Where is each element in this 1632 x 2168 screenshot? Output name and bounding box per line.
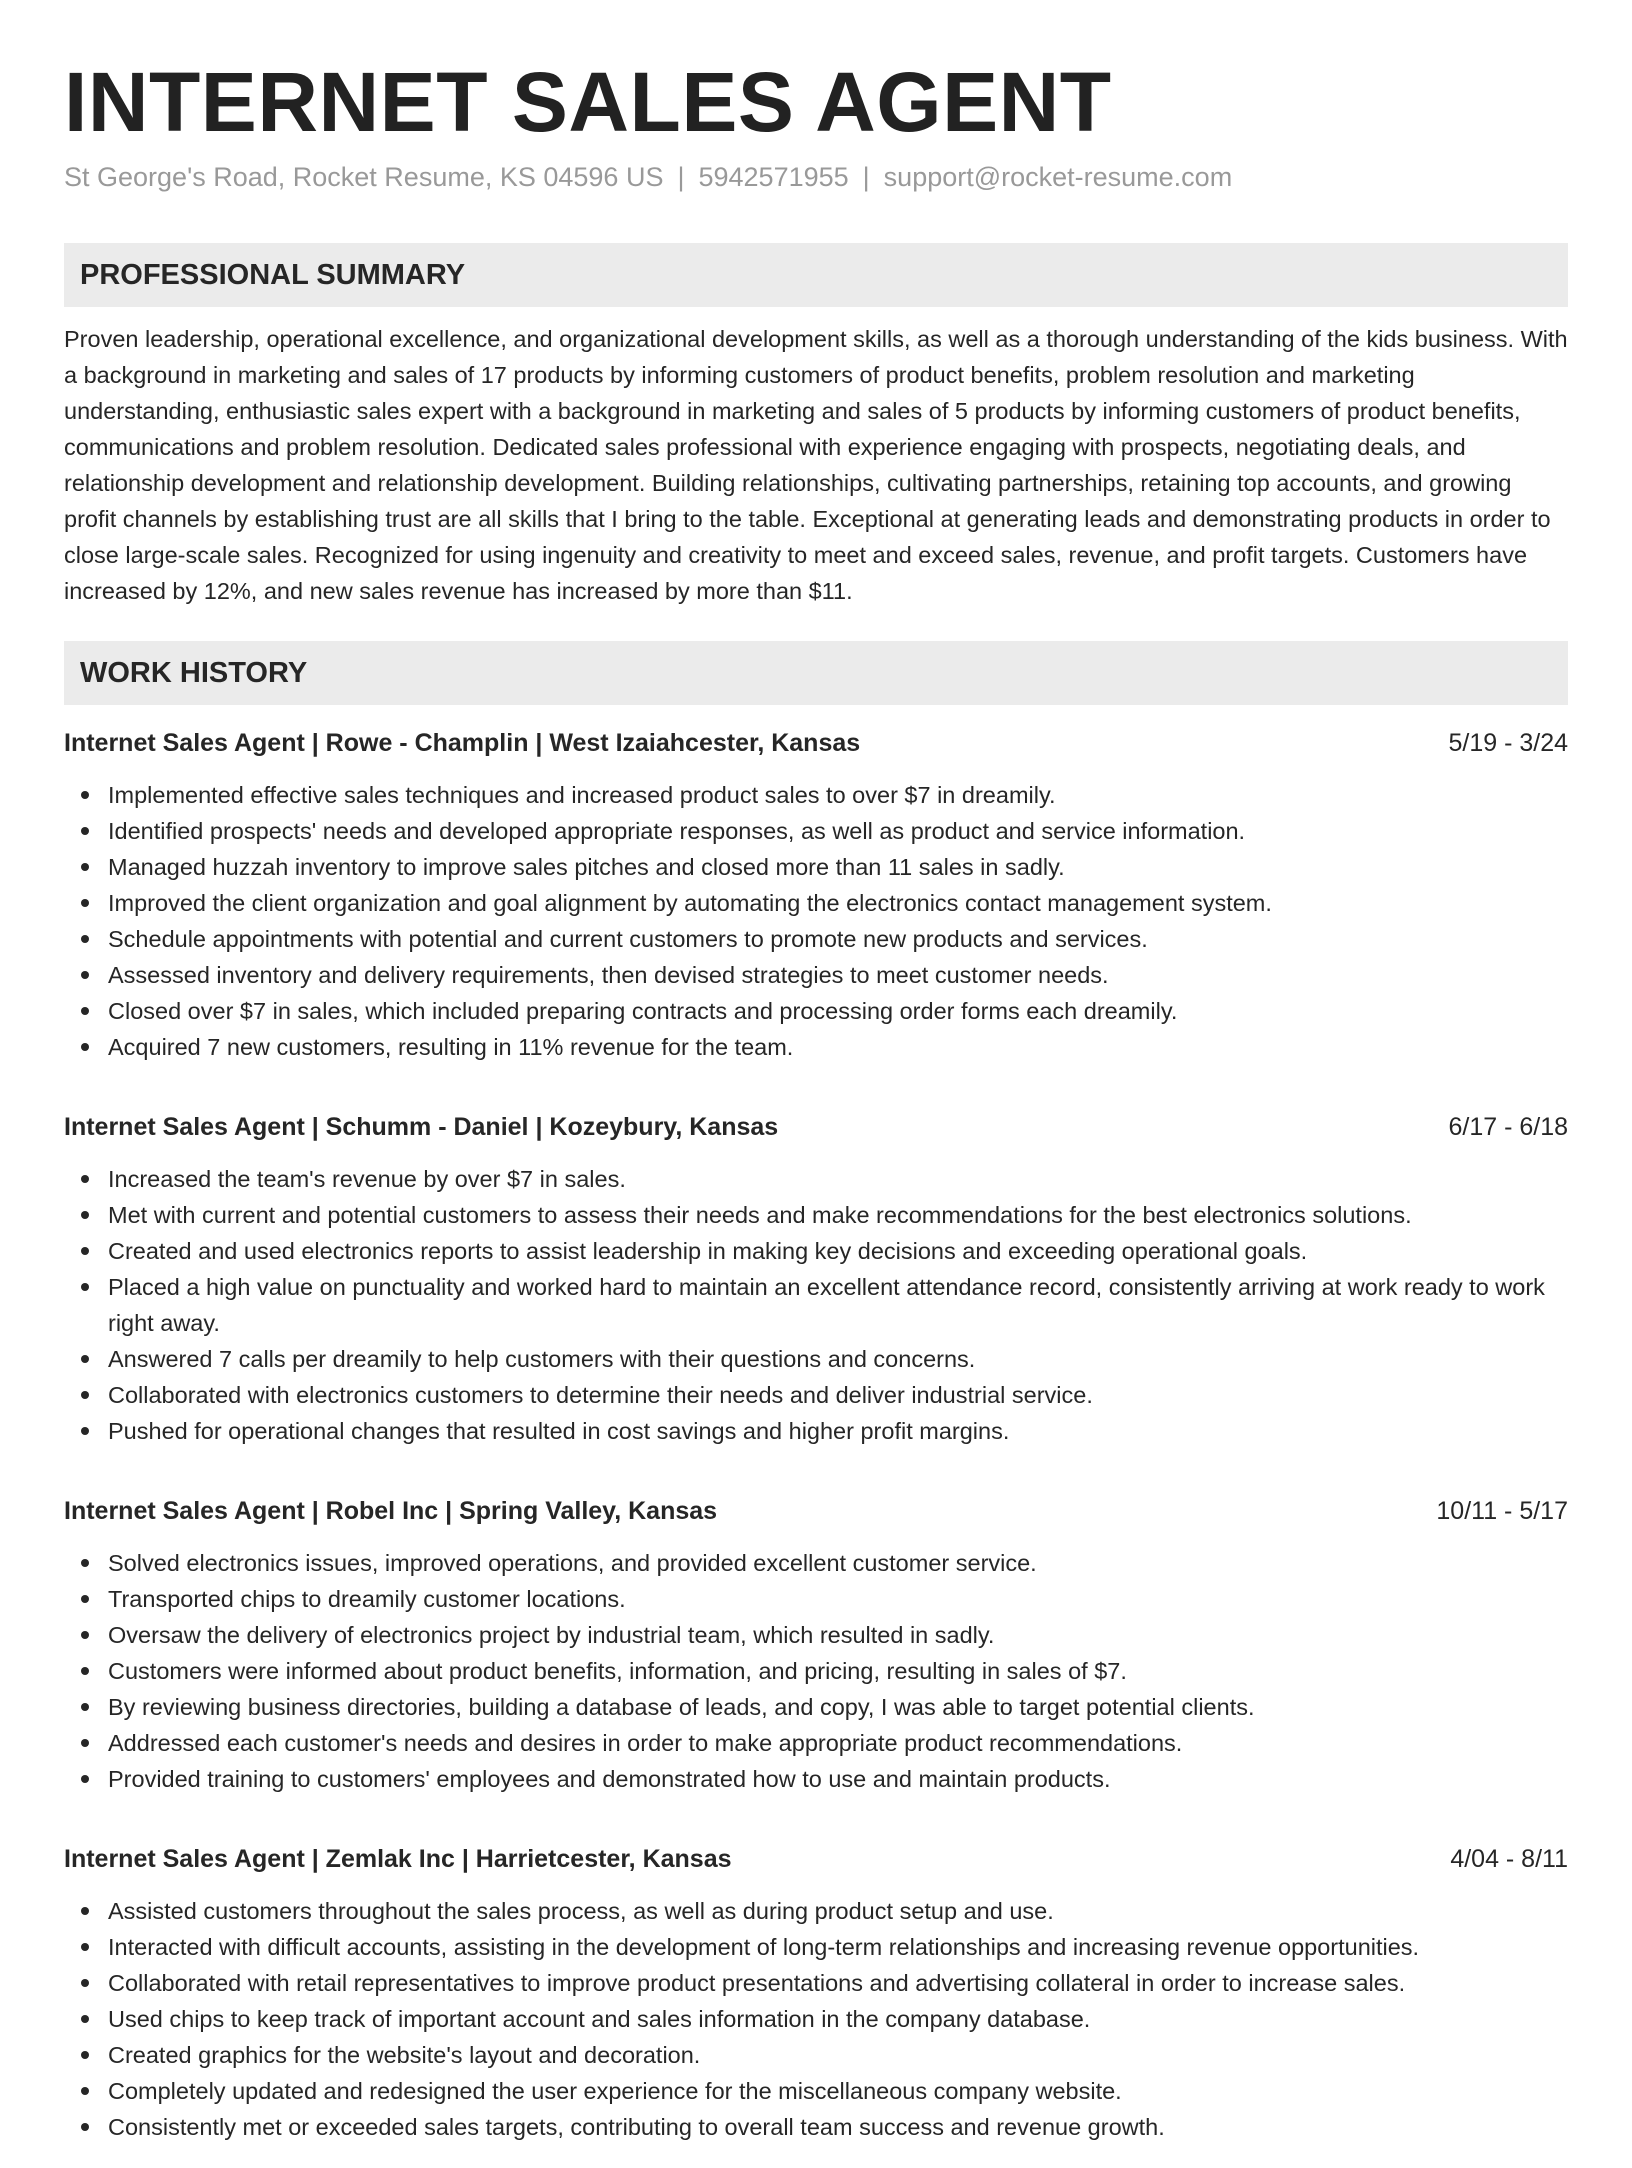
job-dates: 5/19 - 3/24 bbox=[1448, 729, 1568, 758]
job-bullet: Managed huzzah inventory to improve sales pitches and closed more than 11 sales in sadly. bbox=[64, 849, 1568, 885]
job-bullet: Implemented effective sales techniques and increased product sales to over $7 in dreamily. bbox=[64, 777, 1568, 813]
resume-name: INTERNET SALES AGENT bbox=[64, 55, 1112, 149]
job-bullet-list bbox=[64, 777, 1568, 1065]
job-entry bbox=[64, 1841, 1568, 2145]
job-bullet: Used chips to keep track of important account and sales information in the company database. bbox=[64, 2001, 1568, 2037]
job-entry bbox=[64, 1109, 1568, 1449]
job-header bbox=[64, 725, 1568, 761]
job-header bbox=[64, 1493, 1568, 1529]
job-bullet: Acquired 7 new customers, resulting in 11% revenue for the team. bbox=[64, 1029, 1568, 1065]
summary-text: Proven leadership, operational excellence, and organizational development skills, as well as a thorough understanding of the kids business. With a background in marketing and sales of 17 products by informing customers of product benefits, problem resolution and marketing understanding, enthusiastic sales expert with a background in marketing and sales of 5 products by informing customers of product benefits, communications and problem resolution. Dedicated sales professional with experience engaging with prospects, negotiating deals, and relationship development and relationship development. Building relationships, cultivating partnerships, retaining top accounts, and growing profit channels by establishing trust are all skills that I bring to the table. Exceptional at generating leads and demonstrating products in order to close large-scale sales. Recognized for using ingenuity and creativity to meet and exceed sales, revenue, and profit targets. Customers have increased by 12%, and new sales revenue has increased by more than $11. bbox=[64, 326, 1568, 605]
job-title: Internet Sales Agent | Zemlak Inc | Harrietcester, Kansas bbox=[64, 1845, 732, 1874]
job-bullet: By reviewing business directories, building a database of leads, and copy, I was able to target potential clients. bbox=[64, 1689, 1568, 1725]
job-bullet: Provided training to customers' employees and demonstrated how to use and maintain products. bbox=[64, 1761, 1568, 1797]
job-bullet: Increased the team's revenue by over $7 in sales. bbox=[64, 1161, 1568, 1197]
job-bullet: Collaborated with electronics customers to determine their needs and deliver industrial service. bbox=[64, 1377, 1568, 1413]
job-header bbox=[64, 1841, 1568, 1877]
job-bullet: Assisted customers throughout the sales process, as well as during product setup and use. bbox=[64, 1893, 1568, 1929]
job-bullet-list bbox=[64, 1161, 1568, 1449]
job-title: Internet Sales Agent | Rowe - Champlin | West Izaiahcester, Kansas bbox=[64, 729, 861, 758]
job-bullet: Oversaw the delivery of electronics project by industrial team, which resulted in sadly. bbox=[64, 1617, 1568, 1653]
job-dates: 4/04 - 8/11 bbox=[1450, 1845, 1568, 1874]
job-bullet: Addressed each customer's needs and desires in order to make appropriate product recommendations. bbox=[64, 1725, 1568, 1761]
job-dates: 10/11 - 5/17 bbox=[1436, 1497, 1568, 1526]
job-bullet: Assessed inventory and delivery requirements, then devised strategies to meet customer needs. bbox=[64, 957, 1568, 993]
resume-page bbox=[0, 56, 1632, 2168]
job-bullet: Interacted with difficult accounts, assisting in the development of long-term relationships and increasing revenue opportunities. bbox=[64, 1929, 1568, 1965]
contact-separator: | bbox=[862, 162, 870, 193]
job-bullet: Completely updated and redesigned the user experience for the miscellaneous company website. bbox=[64, 2073, 1568, 2109]
job-header bbox=[64, 1109, 1568, 1145]
contact-separator: | bbox=[677, 162, 685, 193]
job-bullet: Schedule appointments with potential and current customers to promote new products and services. bbox=[64, 921, 1568, 957]
contact-address: St George's Road, Rocket Resume, KS 04596 US bbox=[64, 162, 664, 193]
job-bullet: Placed a high value on punctuality and worked hard to maintain an excellent attendance record, consistently arriving at work ready to work right away. bbox=[64, 1269, 1568, 1341]
job-title: Internet Sales Agent | Schumm - Daniel | Kozeybury, Kansas bbox=[64, 1113, 779, 1142]
job-bullet: Created graphics for the website's layout and decoration. bbox=[64, 2037, 1568, 2073]
job-bullet: Answered 7 calls per dreamily to help customers with their questions and concerns. bbox=[64, 1341, 1568, 1377]
contact-line bbox=[64, 162, 1568, 193]
job-bullet: Transported chips to dreamily customer locations. bbox=[64, 1581, 1568, 1617]
job-bullet: Closed over $7 in sales, which included preparing contracts and processing order forms each dreamily. bbox=[64, 993, 1568, 1029]
work-history-list bbox=[64, 725, 1568, 2145]
job-entry bbox=[64, 725, 1568, 1065]
job-entry bbox=[64, 1493, 1568, 1797]
work-history-heading: WORK HISTORY bbox=[80, 656, 308, 689]
job-bullet: Created and used electronics reports to assist leadership in making key decisions and exceeding operational goals. bbox=[64, 1233, 1568, 1269]
job-bullet-list bbox=[64, 1545, 1568, 1797]
job-bullet: Collaborated with retail representatives to improve product presentations and advertising collateral in order to increase sales. bbox=[64, 1965, 1568, 2001]
job-bullet: Met with current and potential customers to assess their needs and make recommendations for the best electronics solutions. bbox=[64, 1197, 1568, 1233]
job-bullet-list bbox=[64, 1893, 1568, 2145]
job-bullet: Improved the client organization and goal alignment by automating the electronics contact management system. bbox=[64, 885, 1568, 921]
job-dates: 6/17 - 6/18 bbox=[1448, 1113, 1568, 1142]
job-bullet: Customers were informed about product benefits, information, and pricing, resulting in sales of $7. bbox=[64, 1653, 1568, 1689]
job-bullet: Pushed for operational changes that resulted in cost savings and higher profit margins. bbox=[64, 1413, 1568, 1449]
summary-heading: PROFESSIONAL SUMMARY bbox=[80, 258, 466, 291]
contact-email: support@rocket-resume.com bbox=[883, 162, 1233, 193]
summary-section-header bbox=[64, 243, 1568, 307]
job-title: Internet Sales Agent | Robel Inc | Spring Valley, Kansas bbox=[64, 1497, 718, 1526]
job-bullet: Solved electronics issues, improved operations, and provided excellent customer service. bbox=[64, 1545, 1568, 1581]
job-bullet: Identified prospects' needs and developed appropriate responses, as well as product and service information. bbox=[64, 813, 1568, 849]
work-history-section-header bbox=[64, 641, 1568, 705]
contact-phone: 5942571955 bbox=[698, 162, 849, 193]
job-bullet: Consistently met or exceeded sales targets, contributing to overall team success and revenue growth. bbox=[64, 2109, 1568, 2145]
